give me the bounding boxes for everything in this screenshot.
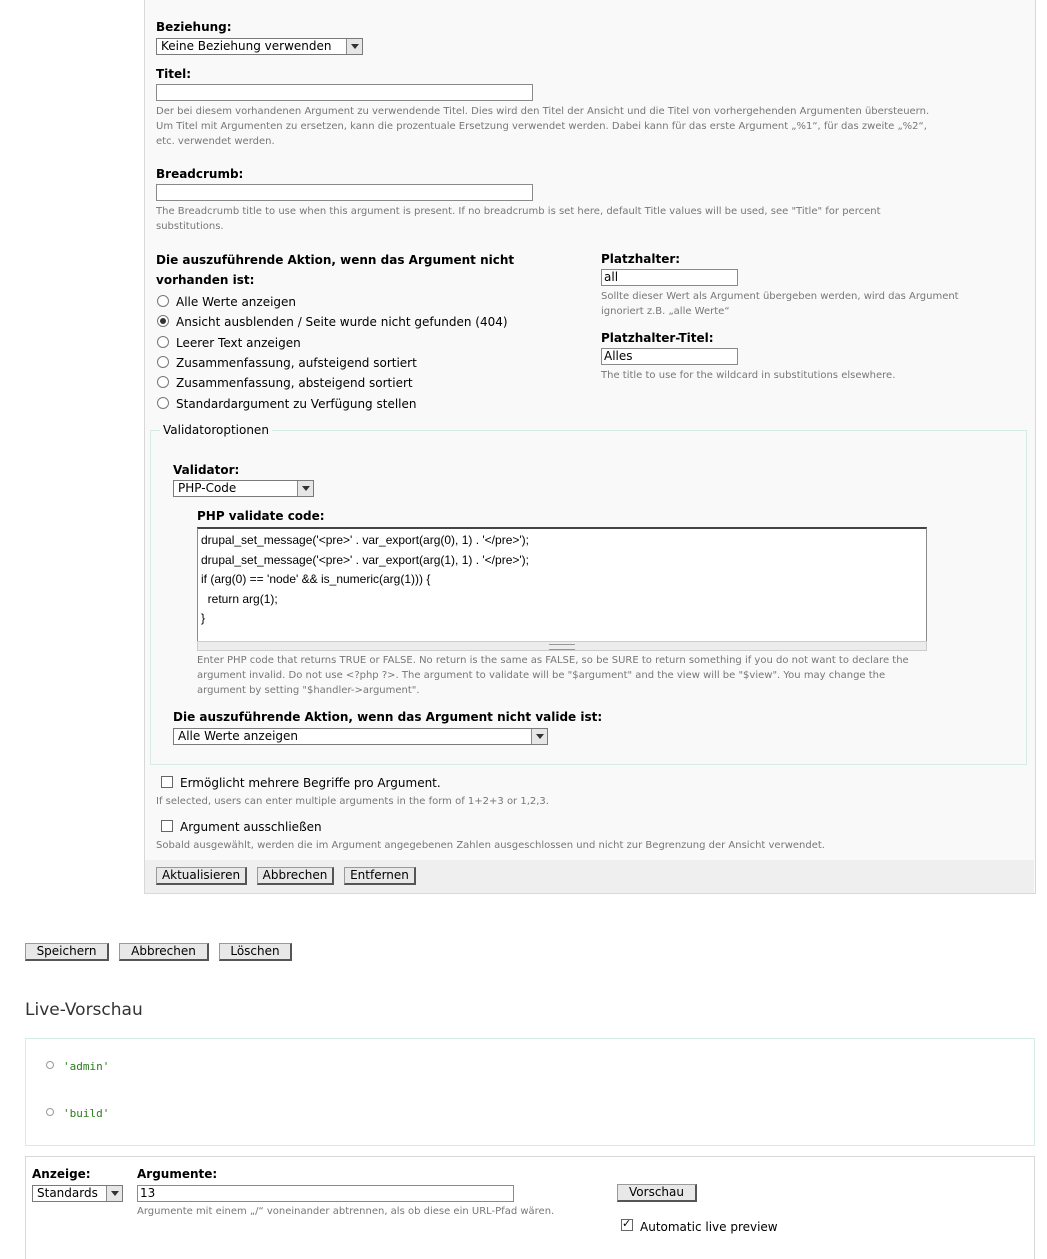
wildcard-title-input[interactable]: Alles [601,348,738,365]
relationship-label: Beziehung: [156,20,232,34]
textarea-resize-handle[interactable] [197,641,927,651]
title-description [156,104,1026,149]
radio-show-all[interactable] [157,295,169,307]
radio-label: Alle Werte anzeigen [176,295,297,309]
radio-label: Standardargument zu Verfügung stellen [176,397,417,411]
radio-default-argument[interactable] [157,397,169,409]
relationship-select-value: Keine Beziehung verwenden [161,39,332,53]
title-description-line: Der bei diesem vorhandenen Argument zu verwendende Titel. Dies wird den Titel der Ansicht und die Titel von vorhergehenden Argumenten übersteuern. [156,106,930,117]
validator-select[interactable] [173,480,314,497]
php-code-description-line: argument invalid. Do not use <?php ?>. The argument to validate will be "$argument" and the view will be "$view". You may change the [197,670,886,681]
default-action-label-line: vorhanden ist: [156,273,255,287]
exclude-argument-label: Argument ausschließen [180,820,322,834]
code-line: drupal_set_message('<pre>' . var_export(arg(1), 1) . '</pre>'); [201,552,529,567]
multiple-args-checkbox[interactable] [161,776,173,788]
radio-label: Zusammenfassung, aufsteigend sortiert [176,356,417,370]
validator-label: Validator: [173,463,240,477]
breadcrumb-label: Breadcrumb: [156,167,244,181]
arguments-label: Argumente: [137,1167,218,1181]
auto-preview-label: Automatic live preview [640,1220,778,1234]
exclude-argument-checkbox[interactable] [161,820,173,832]
default-action-label [156,250,514,290]
arguments-input[interactable]: 13 [137,1185,514,1202]
validate-fail-label: Die auszuführende Aktion, wenn das Argument nicht valide ist: [173,710,603,724]
breadcrumb-description-line: The Breadcrumb title to use when this argument is present. If no breadcrumb is set here, default Title values will be used, see "Title" for percent [156,206,881,217]
wildcard-description-line: Sollte dieser Wert als Argument übergeben werden, wird das Argument [601,291,959,302]
preview-item: 'build' [63,1107,110,1120]
validator-select-value: PHP-Code [178,481,237,495]
wildcard-title-label: Platzhalter-Titel: [601,331,714,345]
live-preview-heading: Live-Vorschau [25,1000,143,1020]
php-code-description-line: Enter PHP code that returns TRUE or FALSE. No return is the same as FALSE, so be SURE to return something if you do not want to declare the [197,655,909,666]
grip-icon [549,644,575,650]
breadcrumb-input[interactable] [156,184,533,201]
validator-legend: Validatoroptionen [160,422,272,438]
code-line: return arg(1); [201,591,278,606]
multiple-args-description: If selected, users can enter multiple arguments in the form of 1+2+3 or 1,2,3. [156,796,549,807]
relationship-select[interactable] [156,38,363,55]
breadcrumb-description [156,204,1026,234]
code-line: } [201,611,206,625]
save-button[interactable]: Speichern [25,943,109,961]
title-label: Titel: [156,67,192,81]
radio-hide-view[interactable] [157,315,169,327]
default-action-label-line: Die auszuführende Aktion, wenn das Argument nicht [156,253,515,267]
php-code-description-line: argument by setting "$handler->argument". [197,685,420,696]
cancel-button[interactable]: Abbrechen [119,943,209,961]
php-code-label: PHP validate code: [197,509,325,523]
radio-summary-desc[interactable] [157,376,169,388]
multiple-args-label: Ermöglicht mehrere Begriffe pro Argument. [180,776,441,790]
preview-button[interactable]: Vorschau [617,1184,697,1202]
title-input[interactable] [156,84,533,101]
wildcard-label: Platzhalter: [601,252,681,266]
arguments-description: Argumente mit einem „/“ voneinander abtrennen, als ob diese ein URL-Pfad wären. [137,1206,555,1217]
validate-fail-select-value: Alle Werte anzeigen [178,729,299,743]
code-line: if (arg(0) == 'node' && is_numeric(arg(1))) { [201,572,431,586]
radio-empty-text[interactable] [157,336,169,348]
chevron-down-icon [106,1186,122,1201]
update-button[interactable]: Aktualisieren [156,867,247,885]
delete-button[interactable]: Löschen [219,943,292,961]
panel-cancel-button[interactable]: Abbrechen [257,867,334,885]
code-line: drupal_set_message('<pre>' . var_export(arg(0), 1) . '</pre>'); [201,533,529,547]
display-select[interactable] [32,1185,123,1202]
live-preview-box [25,1038,1035,1146]
radio-summary-asc[interactable] [157,356,169,368]
radio-label: Leerer Text anzeigen [176,336,301,350]
title-description-line: Um Titel mit Argumenten zu ersetzen, kann die prozentuale Ersetzung verwendet werden. Dabei kann für das erste Argument „%1“, für das zweite „%2“, [156,121,927,132]
bullet-icon [46,1061,54,1069]
php-code-textarea[interactable] [197,527,927,642]
wildcard-description-line: ignoriert z.B. „alle Werte“ [601,306,730,317]
display-label: Anzeige: [32,1167,91,1181]
wildcard-title-description: The title to use for the wildcard in substitutions elsewhere. [601,370,896,381]
radio-label: Ansicht ausblenden / Seite wurde nicht gefunden (404) [176,315,508,329]
wildcard-description [601,289,1021,319]
chevron-down-icon [531,729,547,744]
chevron-down-icon [297,481,313,496]
display-select-value: Standards [37,1186,98,1200]
remove-button[interactable]: Entfernen [344,867,416,885]
php-code-description [197,653,1022,698]
preview-item: 'admin' [63,1060,110,1073]
validate-fail-select[interactable] [173,728,548,745]
title-description-line: etc. verwendet werden. [156,136,275,147]
auto-preview-checkbox[interactable] [621,1219,633,1231]
radio-label: Zusammenfassung, absteigend sortiert [176,376,413,390]
exclude-argument-description: Sobald ausgewählt, werden die im Argument angegebenen Zahlen ausgeschlossen und nicht zur Begrenzung der Ansicht verwendet. [156,840,825,851]
breadcrumb-description-line: substitutions. [156,221,224,232]
bullet-icon [46,1108,54,1116]
wildcard-input[interactable]: all [601,269,738,286]
chevron-down-icon [346,39,362,54]
